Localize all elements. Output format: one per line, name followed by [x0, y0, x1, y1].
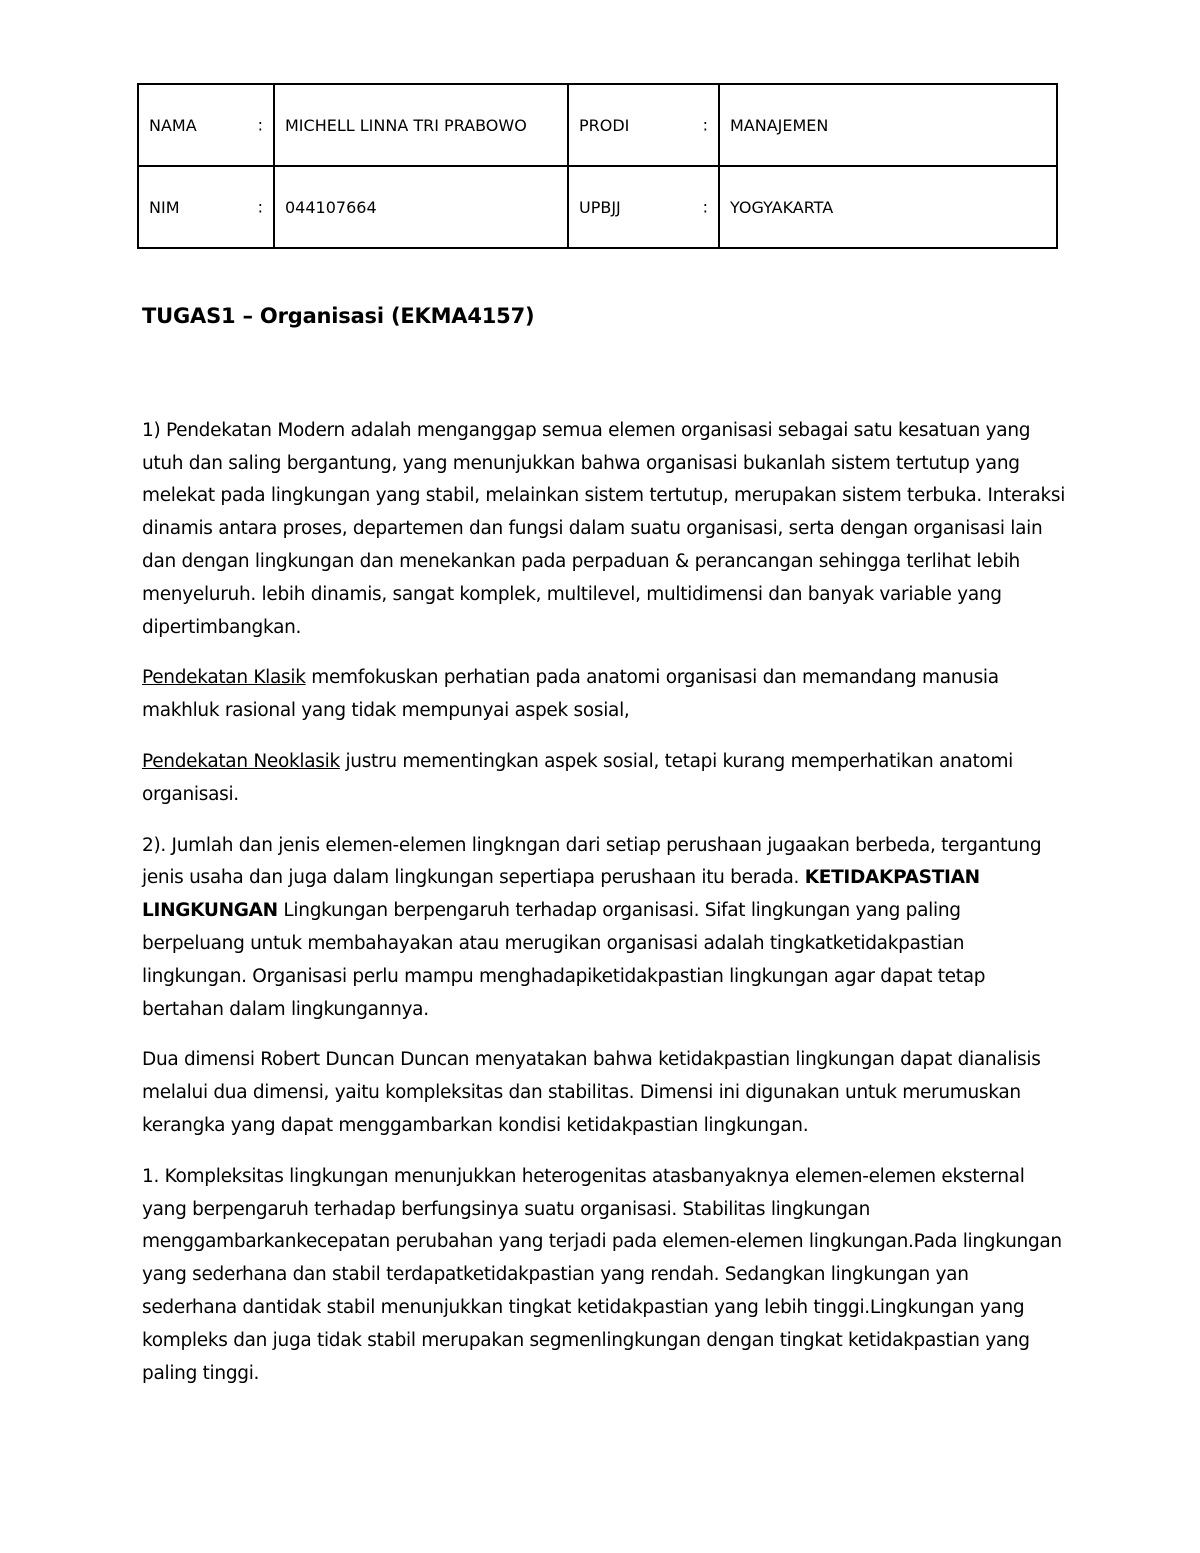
prodi-value-cell — [719, 84, 1057, 166]
upbjj-value-cell — [719, 166, 1057, 248]
paragraph-neoclassical-approach — [142, 746, 1067, 812]
upbjj-value: YOGYAKARTA — [730, 197, 834, 217]
neoclassical-approach-text: justru mementingkan aspek sosial, tetapi kurang memperhatikan anatomi organisasi. — [142, 750, 1014, 805]
environment-elements-text: 2). Jumlah dan jenis elemen-elemen lingkngan dari setiap perushaan jugaakan berbeda, tergantung jenis usaha dan juga dalam lingkungan sepertiapa perushaan itu berada. — [142, 834, 1042, 889]
nim-colon: : — [257, 197, 263, 217]
name-label-cell — [138, 84, 274, 166]
paragraph-modern-approach: 1) Pendekatan Modern adalah menganggap semua elemen organisasi sebagai satu kesatuan yang utuh dan saling bergantung, yang menunjukkan bahwa organisasi bukanlah sistem tertutup yang melekat pada lingkungan yang stabil, melainkan sistem tertutup, merupakan sistem terbuka. Interaksi dinamis antara proses, departemen dan fungsi dalam suatu organisasi, serta dengan organisasi lain dan dengan lingkungan dan menekankan pada perpaduan & perancangan sehingga terlihat lebih menyeluruh. lebih dinamis, sangat komplek, multilevel, multidimensi dan banyak variable yang dipertimbangkan. — [142, 419, 1066, 638]
paragraph-duncan-dimensions: Dua dimensi Robert Duncan Duncan menyatakan bahwa ketidakpastian lingkungan dapat dianalisis melalui dua dimensi, yaitu kompleksitas dan stabilitas. Dimensi ini digunakan untuk merumuskan kerangka yang dapat menggambarkan kondisi ketidakpastian lingkungan. — [142, 1049, 1041, 1136]
environment-uncertainty-term: KETIDAKPASTIAN LINGKUNGAN — [142, 867, 980, 922]
nim-value-cell — [274, 166, 568, 248]
classical-approach-term: Pendekatan Klasik — [142, 667, 306, 689]
name-colon: : — [257, 115, 263, 135]
prodi-value: MANAJEMEN — [730, 115, 829, 135]
document-body — [142, 300, 1067, 1408]
nim-label: NIM — [149, 197, 180, 217]
table-row — [138, 84, 1057, 166]
upbjj-label: UPBJJ — [579, 197, 621, 217]
paragraph-classical-approach — [142, 662, 1067, 728]
paragraph-complexity-stability: 1. Kompleksitas lingkungan menunjukkan heterogenitas atasbanyaknya elemen-elemen eksternal yang berpengaruh terhadap berfungsinya suatu organisasi. Stabilitas lingkungan menggambarkankecepatan perubahan yang terjadi pada elemen-elemen lingkungan.Pada lingkungan yang sederhana dan stabil terdapatketidakpastian yang rendah. Sedangkan lingkungan yan sederhana dantidak stabil menunjukkan tingkat ketidakpastian yang lebih tinggi.Lingkungan yang kompleks dan juga tidak stabil merupakan segmenlingkungan dengan tingkat ketidakpastian yang paling tinggi. — [142, 1165, 1062, 1384]
name-value-cell — [274, 84, 568, 166]
nim-value: 044107664 — [285, 197, 377, 217]
upbjj-label-cell — [568, 166, 719, 248]
upbjj-colon: : — [702, 197, 708, 217]
table-row — [138, 166, 1057, 248]
student-info-table — [137, 83, 1058, 249]
environment-uncertainty-text: Lingkungan berpengaruh terhadap organisasi. Sifat lingkungan yang paling berpeluang untuk membahayakan atau merugikan organisasi adalah tingkatketidakpastian lingkungan. Organisasi perlu mampu menghadapiketidakpastian lingkungan agar dapat tetap bertahan dalam lingkungannya. — [142, 900, 986, 1020]
neoclassical-approach-term: Pendekatan Neoklasik — [142, 750, 340, 772]
classical-approach-text: memfokuskan perhatian pada anatomi organisasi dan memandang manusia makhluk rasional yang tidak mempunyai aspek sosial, — [142, 667, 999, 722]
document-title: TUGAS1 – Organisasi (EKMA4157) — [142, 304, 535, 328]
prodi-colon: : — [702, 115, 708, 135]
prodi-label: PRODI — [579, 115, 630, 135]
nim-label-cell — [138, 166, 274, 248]
name-value: MICHELL LINNA TRI PRABOWO — [285, 115, 527, 135]
name-label: NAMA — [149, 115, 197, 135]
prodi-label-cell — [568, 84, 719, 166]
paragraph-environment-elements — [142, 830, 1067, 1027]
